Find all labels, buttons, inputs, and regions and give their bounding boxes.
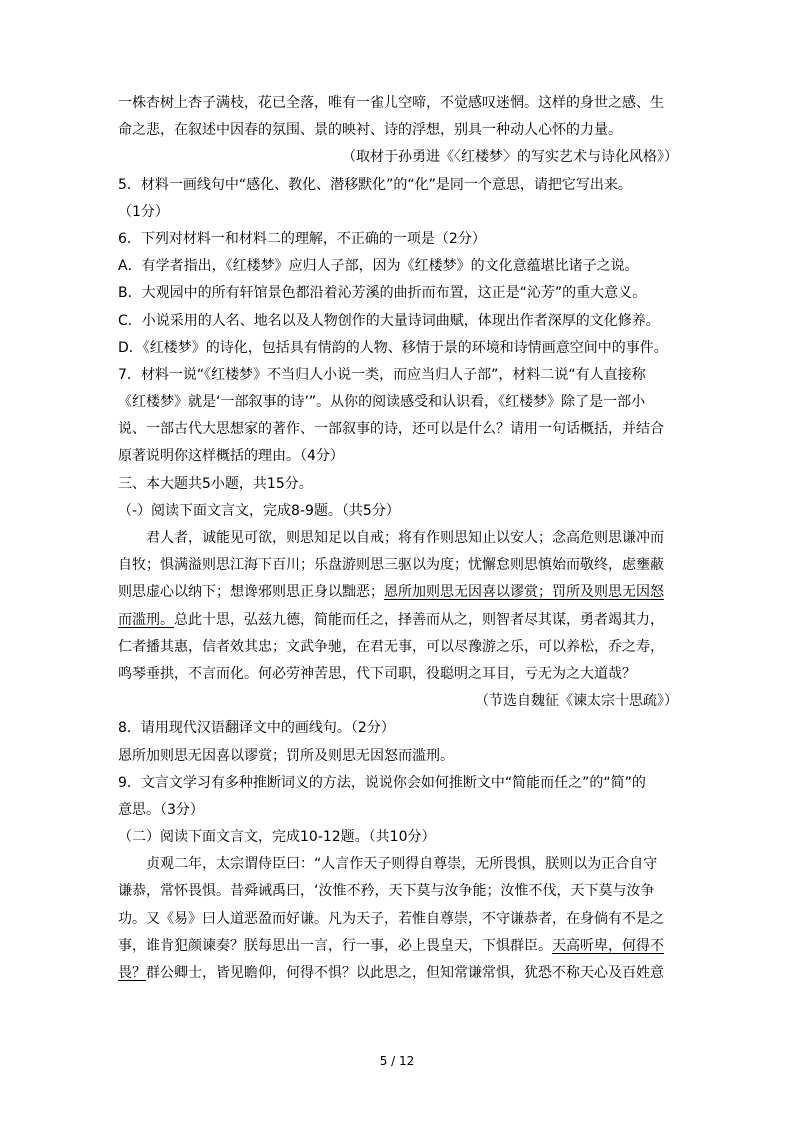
option-d: D．《红楼梦》的诗化，包括具有情韵的人物、移情于景的环境和诗情画意空间中的事件。 bbox=[118, 339, 668, 356]
passage-line bbox=[118, 933, 678, 960]
passage-line: 君人者，诚能见可欲，则思知足以自戒；将有作则思知止以安人；念高危则思谦冲而 bbox=[146, 530, 664, 546]
question-6: 6．下列对材料一和材料二的理解，不正确的一项是（2分） bbox=[118, 230, 486, 247]
passage-text: 事，谁肯犯颜谏奏？朕每思出一言，行一事，必上畏皇天，下惧群臣。 bbox=[118, 937, 552, 954]
question-8: 8．请用现代汉语翻译文中的画线句。（2分） bbox=[118, 720, 395, 737]
section-heading: 三、本大题共5小题，共15分。 bbox=[118, 475, 313, 492]
question-9: 9．文言文学习有多种推断词义的方法，说说你会如何推断文中“简能而任之”的“简”的 bbox=[118, 774, 646, 791]
option-a: A．有学者指出，《红楼梦》应归人子部，因为《红楼梦》的文化意蕴堪比诸子之说。 bbox=[118, 258, 639, 275]
passage-line bbox=[118, 579, 678, 606]
text-line: 命之悲，在叙述中因春的氛围、景的映衬、诗的浮想，别具一种动人心怀的力量。 bbox=[118, 122, 622, 139]
source-citation: （节选自魏征《谏太宗十思疏》） bbox=[475, 693, 678, 710]
subsection-heading: （-）阅读下面文言文，完成8-9题。（共5分） bbox=[118, 502, 400, 519]
source-citation: （取材于孙勇进《〈红楼梦〉的写实艺术与诗化风格》） bbox=[342, 149, 678, 166]
page-number: 5 / 12 bbox=[379, 1054, 415, 1068]
underlined-sentence: 而滥刑。 bbox=[118, 611, 174, 628]
option-b: B．大观园中的所有轩馆景色都沿着沁芳溪的曲折而布置，这正是“沁芳”的重大意义。 bbox=[118, 285, 647, 302]
passage-line bbox=[118, 607, 678, 634]
subsection-heading: （二）阅读下面文言文，完成10-12题。（共10分） bbox=[118, 829, 436, 846]
passage-line: 鸣琴垂拱，不言而化。何必劳神苦思，代下司职，役聪明之耳目，亏无为之大道哉？ bbox=[118, 665, 636, 682]
underlined-sentence: 天高听卑，何得不 bbox=[552, 937, 664, 954]
passage-text: 总此十思，弘兹九德，简能而任之，择善而从之，则智者尽其谋，勇者竭其力， bbox=[174, 611, 664, 628]
question-8-sentence: 恩所加则思无因喜以谬赏；罚所及则思无因怒而滥刑。 bbox=[118, 747, 454, 764]
passage-text: 则思虚心以纳下；想谗邪则思正身以黜恶； bbox=[118, 584, 384, 601]
document-body bbox=[118, 90, 678, 987]
option-c: C．小说采用的人名、地名以及人物创作的大量诗词曲赋，体现出作者深厚的文化修养。 bbox=[118, 312, 660, 329]
question-7-text: 《红楼梦》就是‘一部叙事的诗’”。从你的阅读感受和认识看，《红楼梦》除了是一部小 bbox=[118, 394, 646, 411]
passage-line: 贞观二年，太宗谓侍臣曰：“人言作天子则得自尊崇，无所畏惧，朕则以为正合自守 bbox=[146, 856, 658, 873]
passage-line: 功。又《易》曰人道恶盈而好谦。凡为天子，若惟自尊崇，不守谦恭者，在身倘有不是之 bbox=[118, 910, 664, 927]
underlined-sentence: 恩所加则思无因喜以谬赏；罚所及则思无因怒 bbox=[384, 584, 664, 601]
question-7: 7．材料一说“《红楼梦》不当归人小说一类，而应当归人子部”，材料二说“有人直接称 bbox=[118, 366, 646, 383]
underlined-sentence: 畏？ bbox=[118, 965, 146, 981]
passage-text: 群公卿士，皆见瞻仰，何得不惧？以此思之，但知常谦常惧，犹恐不称天心及百姓意 bbox=[146, 965, 664, 981]
question-7-text: 原著说明你这样概括的理由。（4分） bbox=[118, 448, 344, 465]
question-5-score: （1分） bbox=[118, 203, 169, 220]
question-5: 5．材料一画线句中“感化、教化、潜移默化”的“化”是同一个意思，请把它写出来。 bbox=[118, 176, 632, 193]
question-9-text: 意思。（3分） bbox=[118, 801, 204, 818]
text-line: 一株杏树上杏子满枝，花已全落，唯有一雀儿空啼，不觉感叹迷惘。这样的身世之感、生 bbox=[118, 95, 664, 111]
passage-line bbox=[118, 960, 678, 987]
passage-line: 谦恭，常怀畏惧。昔舜诫禹曰，‘汝惟不矜，天下莫与汝争能；汝惟不伐，天下莫与汝争 bbox=[118, 883, 655, 900]
passage-line: 自牧；惧满溢则思江海下百川；乐盘游则思三驱以为度；忧懈怠则思慎始而敬终，虑壅蔽 bbox=[118, 557, 664, 574]
question-7-text: 说、一部古代大思想家的著作、一部叙事的诗，还可以是什么？请用一句话概括，并结合 bbox=[118, 421, 664, 438]
passage-line: 仁者播其惠，信者效其忠；文武争驰，在君无事，可以尽豫游之乐，可以养松，乔之寿， bbox=[118, 638, 664, 655]
